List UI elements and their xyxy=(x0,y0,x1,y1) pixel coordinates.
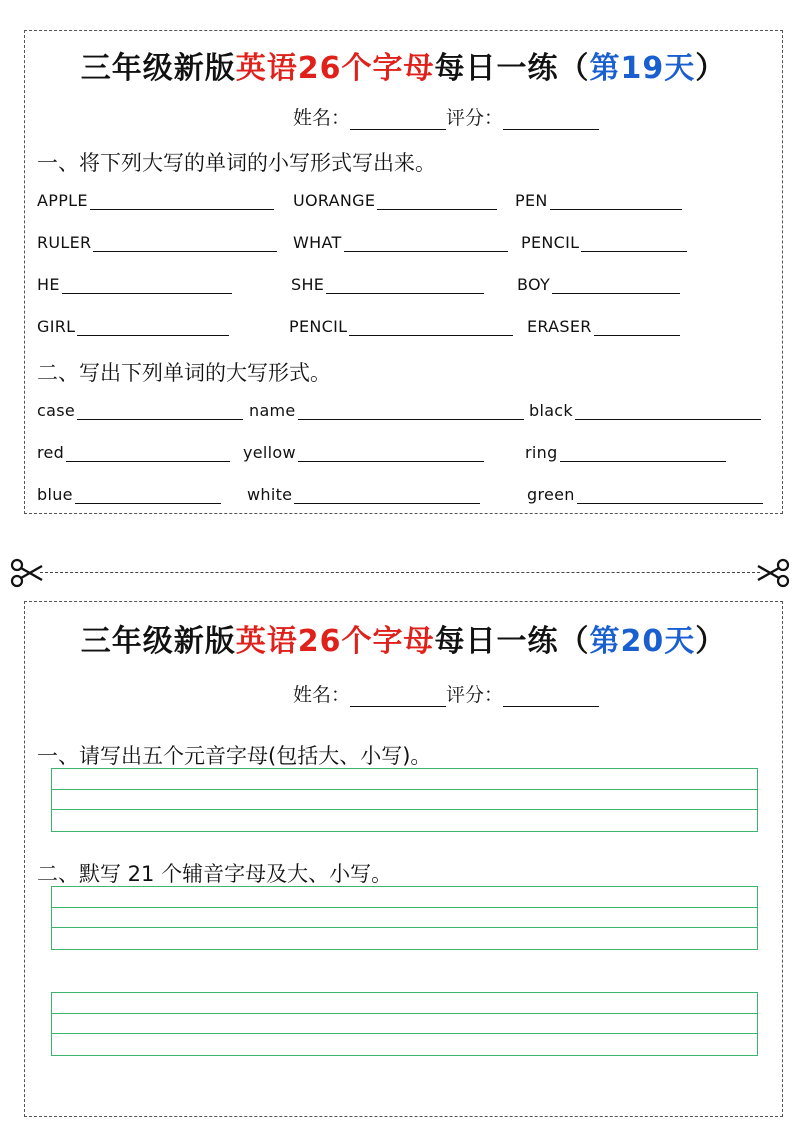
writing-lines[interactable] xyxy=(51,992,758,1056)
word-label: HE xyxy=(37,275,60,294)
answer-line[interactable] xyxy=(594,318,680,336)
word-item xyxy=(527,317,680,336)
writing-lines[interactable] xyxy=(51,768,758,832)
word-label: yellow xyxy=(243,443,296,462)
answer-line[interactable] xyxy=(560,444,726,462)
word-label: name xyxy=(249,401,296,420)
answer-line[interactable] xyxy=(581,234,687,252)
name-label: 姓名： xyxy=(293,684,351,706)
name-field[interactable] xyxy=(350,687,446,707)
word-label: ring xyxy=(525,443,558,462)
word-label: WHAT xyxy=(293,233,342,252)
word-item xyxy=(37,485,221,504)
answer-line[interactable] xyxy=(90,192,274,210)
title-text: 三年级新版 xyxy=(80,624,236,659)
section-1-heading: 一、将下列大写的单词的小写形式写出来。 xyxy=(37,151,436,175)
answer-line[interactable] xyxy=(377,192,497,210)
word-item xyxy=(529,401,761,420)
score-label: 评分： xyxy=(446,107,504,129)
score-field[interactable] xyxy=(503,687,599,707)
word-item xyxy=(249,401,524,420)
word-label: UORANGE xyxy=(293,191,376,210)
word-item xyxy=(293,233,508,252)
section-2-heading: 二、默写 21 个辅音字母及大、小写。 xyxy=(37,862,393,886)
title-highlight: 英语26个字母 xyxy=(235,624,435,659)
answer-line[interactable] xyxy=(575,402,761,420)
word-item xyxy=(37,401,243,420)
word-label: black xyxy=(529,401,573,420)
name-score-row xyxy=(293,680,599,707)
answer-line[interactable] xyxy=(75,486,221,504)
word-item xyxy=(247,485,480,504)
word-item xyxy=(37,317,229,336)
answer-line[interactable] xyxy=(349,318,513,336)
name-field[interactable] xyxy=(350,110,446,130)
answer-line[interactable] xyxy=(77,318,229,336)
score-label: 评分： xyxy=(446,684,504,706)
worksheet-day20 xyxy=(24,601,783,1117)
score-field[interactable] xyxy=(503,110,599,130)
writing-lines[interactable] xyxy=(51,886,758,950)
title-day: 第20天 xyxy=(589,624,696,659)
title-highlight: 英语26个字母 xyxy=(235,51,435,86)
answer-line[interactable] xyxy=(294,486,480,504)
title-text: 每日一练（ xyxy=(434,51,590,86)
answer-line[interactable] xyxy=(552,276,680,294)
answer-line[interactable] xyxy=(298,444,484,462)
word-item xyxy=(525,443,726,462)
worksheet-day19 xyxy=(24,30,783,514)
title-text: ） xyxy=(695,624,727,659)
section-2-heading: 二、写出下列单词的大写形式。 xyxy=(37,361,331,385)
word-label: red xyxy=(37,443,65,462)
word-label: RULER xyxy=(37,233,92,252)
word-item xyxy=(521,233,687,252)
answer-line[interactable] xyxy=(550,192,682,210)
answer-line[interactable] xyxy=(344,234,508,252)
answer-line[interactable] xyxy=(62,276,232,294)
title-text: 每日一练（ xyxy=(434,624,590,659)
scissors-icon xyxy=(10,558,44,588)
answer-line[interactable] xyxy=(298,402,524,420)
title-text: ） xyxy=(695,51,727,86)
word-label: ERASER xyxy=(527,317,592,336)
word-label: PENCIL xyxy=(289,317,348,336)
name-score-row xyxy=(293,103,599,130)
word-label: SHE xyxy=(291,275,325,294)
worksheet-title xyxy=(25,616,782,660)
word-item xyxy=(37,191,274,210)
cut-line xyxy=(40,572,760,573)
word-item xyxy=(527,485,763,504)
word-item xyxy=(293,191,497,210)
answer-line[interactable] xyxy=(577,486,763,504)
title-text: 三年级新版 xyxy=(80,51,236,86)
word-item xyxy=(515,191,682,210)
answer-line[interactable] xyxy=(93,234,277,252)
name-label: 姓名： xyxy=(293,107,351,129)
word-item xyxy=(517,275,680,294)
word-label: blue xyxy=(37,485,73,504)
word-item xyxy=(37,233,277,252)
scissors-icon xyxy=(756,558,790,588)
title-day: 第19天 xyxy=(589,51,696,86)
answer-line[interactable] xyxy=(77,402,243,420)
word-item xyxy=(291,275,484,294)
word-item xyxy=(289,317,513,336)
word-item xyxy=(37,443,230,462)
word-item xyxy=(37,275,232,294)
word-label: green xyxy=(527,485,575,504)
answer-line[interactable] xyxy=(66,444,230,462)
word-label: case xyxy=(37,401,75,420)
worksheet-title xyxy=(25,43,782,87)
section-1-heading: 一、请写出五个元音字母(包括大、小写)。 xyxy=(37,744,432,768)
word-label: GIRL xyxy=(37,317,76,336)
word-label: PEN xyxy=(515,191,548,210)
word-label: APPLE xyxy=(37,191,88,210)
word-label: white xyxy=(247,485,293,504)
word-item xyxy=(243,443,484,462)
answer-line[interactable] xyxy=(326,276,484,294)
word-label: PENCIL xyxy=(521,233,580,252)
word-label: BOY xyxy=(517,275,551,294)
